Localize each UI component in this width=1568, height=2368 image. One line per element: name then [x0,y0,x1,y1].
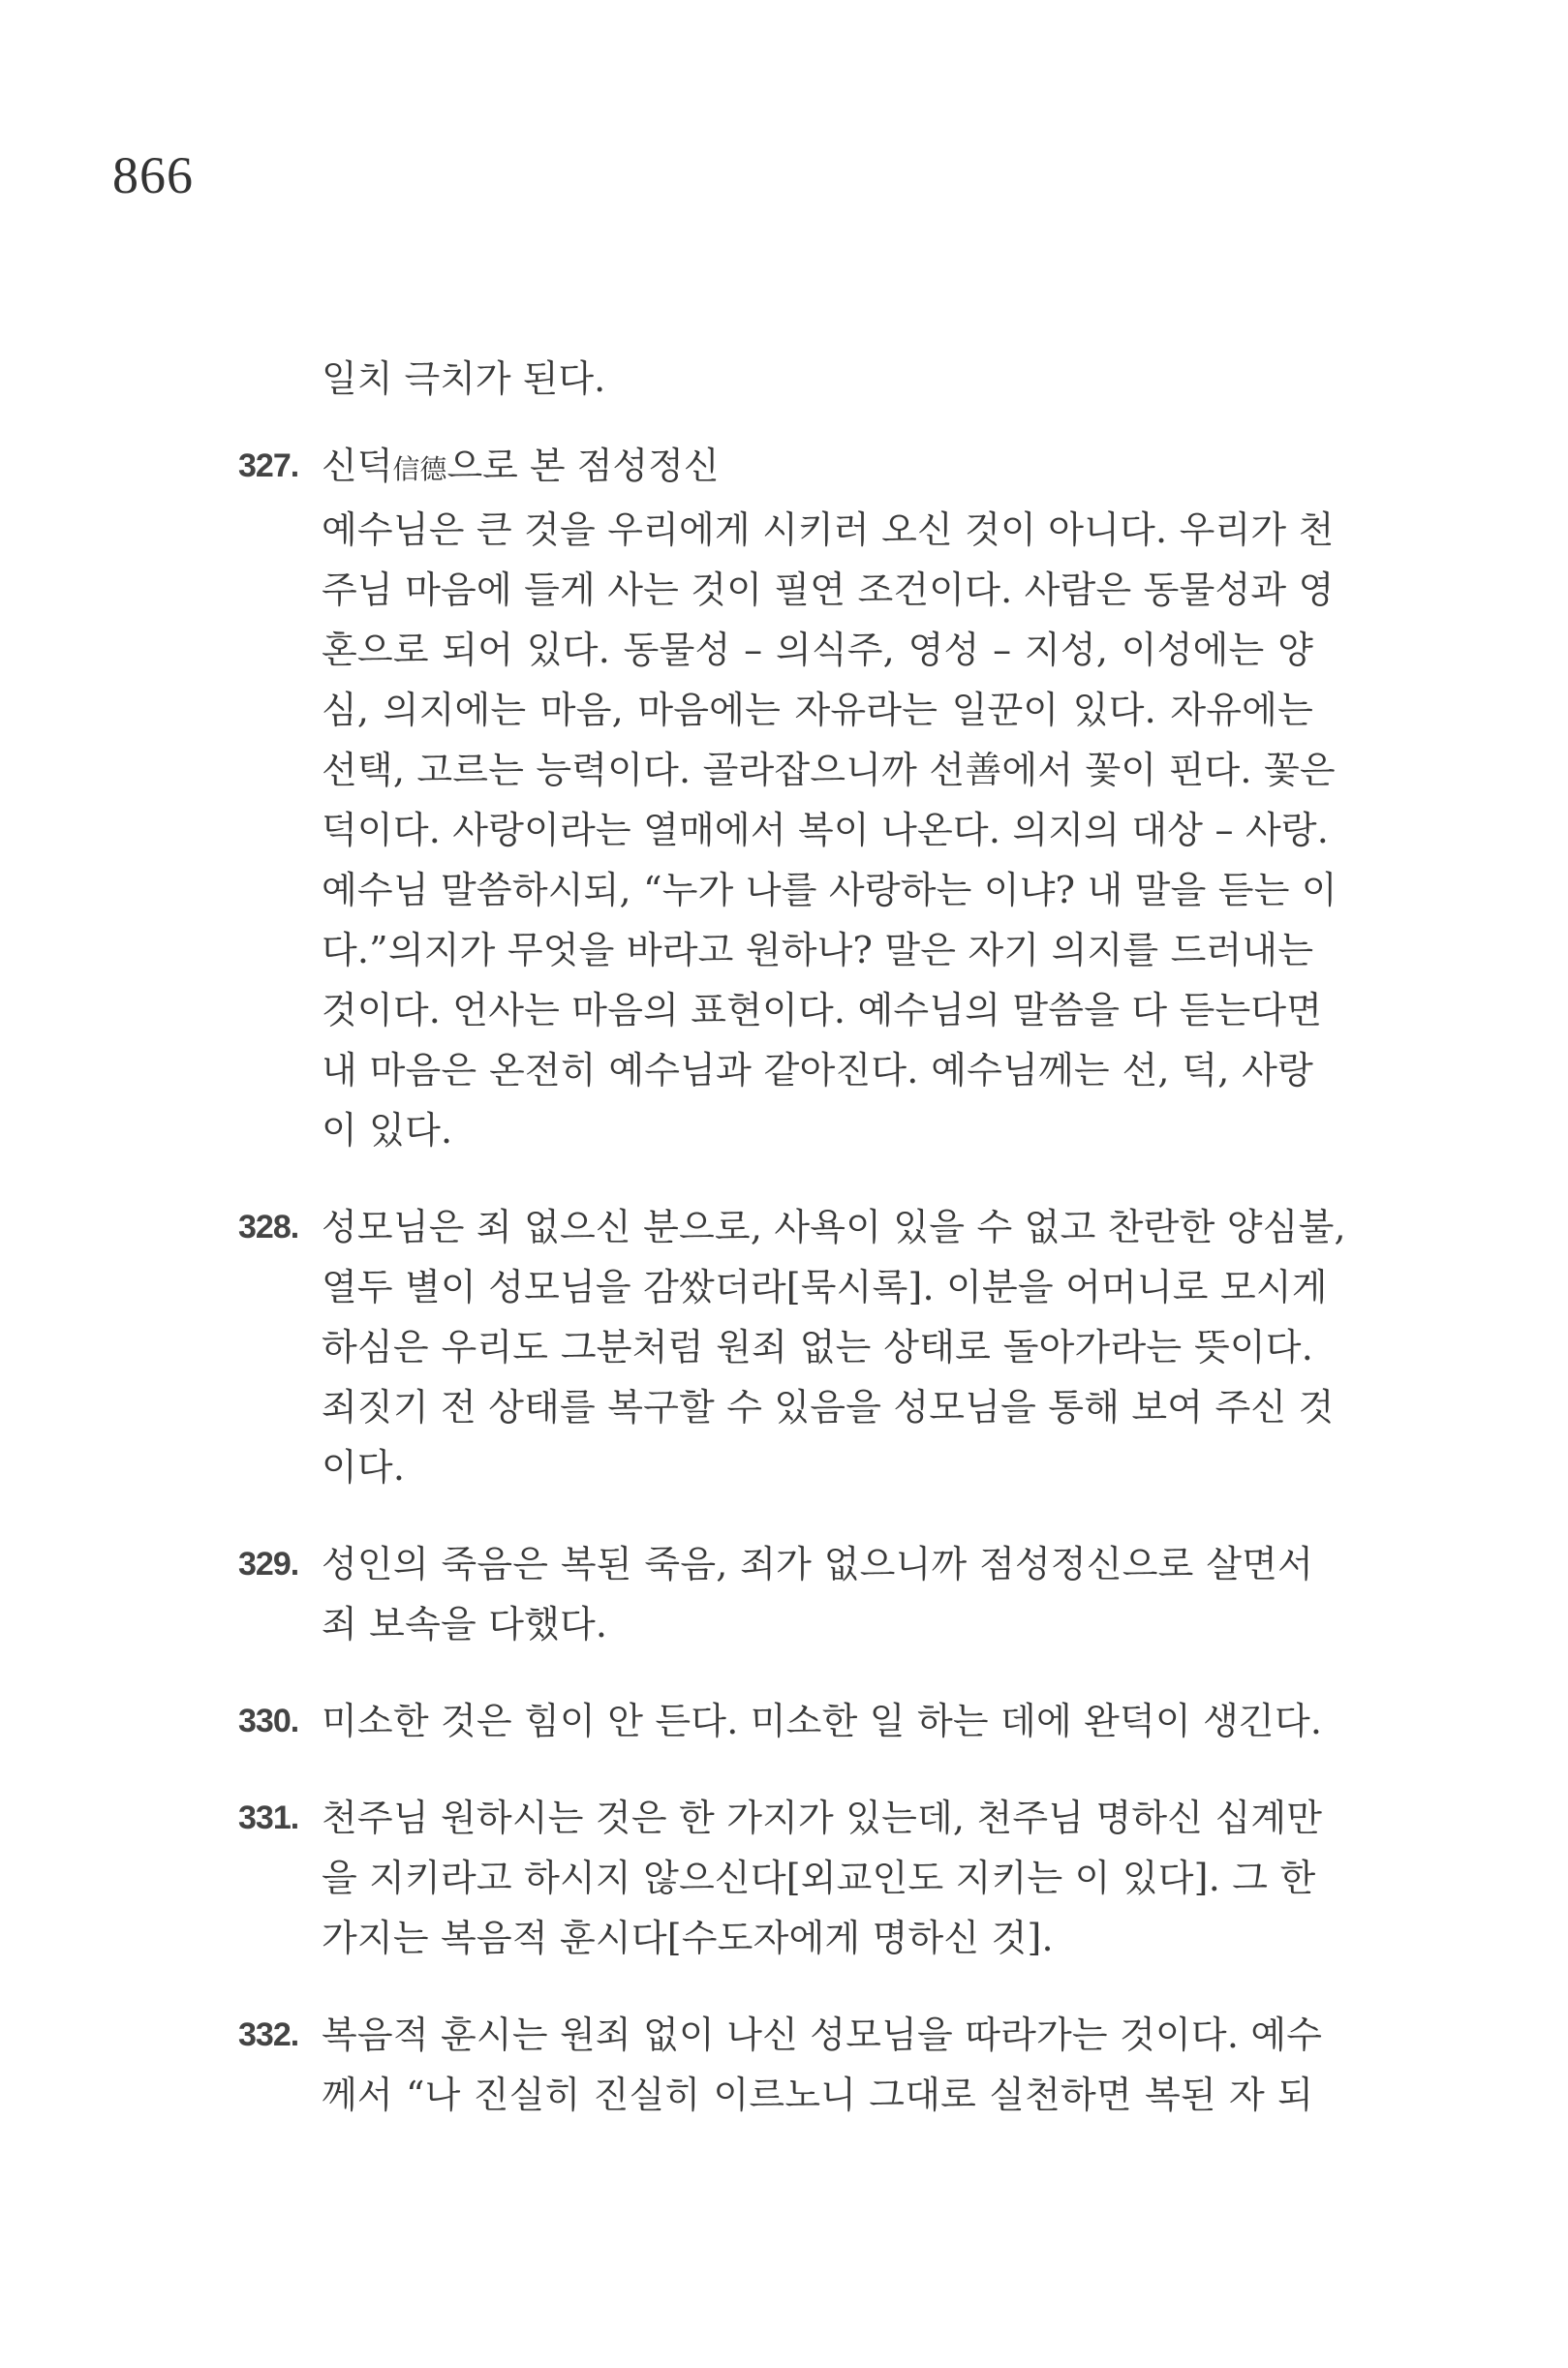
entry-328 [238,1197,1346,1497]
text-line: 복음적 훈시는 원죄 없이 나신 성모님을 따라가는 것이다. 예수 [322,2014,1323,2056]
text-line: 미소한 것은 힘이 안 든다. 미소한 일 하는 데에 완덕이 생긴다. [322,1700,1323,1742]
text-line: 혼으로 되어 있다. 동물성 – 의식주, 영성 – 지성, 이성에는 양 [322,629,1313,671]
heading-pre: 신덕 [322,445,393,487]
entry-body [310,1534,1313,1654]
text-line: 예수님은 큰 것을 우리에게 시키러 오신 것이 아니다. 우리가 천 [322,508,1335,551]
text-line: 이 있다. [322,1109,453,1152]
entry-body [310,2005,1323,2125]
text-line: 죄짓기 전 상태를 복구할 수 있음을 성모님을 통해 보여 주신 것 [322,1386,1335,1429]
text-line: 하심은 우리도 그분처럼 원죄 없는 상태로 돌아가라는 뜻이다. [322,1326,1313,1369]
text-line: 열두 별이 성모님을 감쌌더라[묵시록]. 이분을 어머니로 모시게 [322,1266,1328,1308]
text-line: 내 마음은 온전히 예수님과 같아진다. 예수님께는 선, 덕, 사랑 [322,1049,1313,1092]
text-line: 덕이다. 사랑이라는 열매에서 복이 나온다. 의지의 대상 – 사랑. [322,809,1330,851]
entry-330 [238,1691,1323,1751]
text-line: 선택, 고르는 능력이다. 골라잡으니까 선善에서 꽃이 핀다. 꽃은 [322,749,1336,791]
text-line: 성모님은 죄 없으신 분으로, 사욕이 있을 수 없고 찬란한 양심불, [322,1206,1346,1248]
text-line: 심, 의지에는 마음, 마음에는 자유라는 일꾼이 있다. 자유에는 [322,689,1313,731]
text-line: 가지는 복음적 훈시다[수도자에게 명하신 것]. [322,1917,1054,1959]
text-line: 예수님 말씀하시되, “누가 나를 사랑하는 이냐? 내 말을 듣는 이 [322,869,1337,911]
heading-hanja: 信德 [392,453,447,485]
entry-329 [238,1534,1313,1654]
text-line: 죄 보속을 다했다. [322,1603,608,1645]
entry-number: 329. [238,1546,299,1583]
entry-body [310,1691,1322,1751]
entry-body [310,436,1337,1160]
text-line: 께서 “나 진실히 진실히 이르노니 그대로 실천하면 복된 자 되 [322,2074,1313,2116]
heading-post: 으로 본 점성정신 [446,445,720,487]
text-line: 성인의 죽음은 복된 죽음, 죄가 없으니까 점성정신으로 살면서 [322,1543,1313,1585]
entry-number: 332. [238,2016,299,2053]
entry-number: 327. [238,447,299,484]
entry-body [310,1197,1346,1497]
text-line: 것이다. 언사는 마음의 표현이다. 예수님의 말씀을 다 듣는다면 [322,989,1323,1031]
entry-number: 331. [238,1799,299,1836]
entry-heading [322,436,1313,500]
text-line: 다.”의지가 무엇을 바라고 원하나? 말은 자기 의지를 드러내는 [322,929,1314,971]
text-line: 이다. [322,1446,406,1489]
entry-332 [238,2005,1323,2125]
page-number: 866 [112,146,194,204]
text-line: 천주님 원하시는 것은 한 가지가 있는데, 천주님 명하신 십계만 [322,1797,1323,1839]
entry-number: 330. [238,1703,299,1739]
continuation-text: 일치 극치가 된다. [322,357,606,400]
page-content [238,349,1346,2125]
text-line: 주님 마음에 들게 사는 것이 필연 조건이다. 사람은 동물성과 영 [322,569,1335,611]
entry-327 [238,436,1337,1160]
entry-body [310,1788,1323,1968]
entry-331 [238,1788,1323,1968]
text-line: 을 지키라고 하시지 않으신다[외교인도 지키는 이 있다]. 그 한 [322,1857,1316,1899]
entry-number: 328. [238,1209,299,1246]
